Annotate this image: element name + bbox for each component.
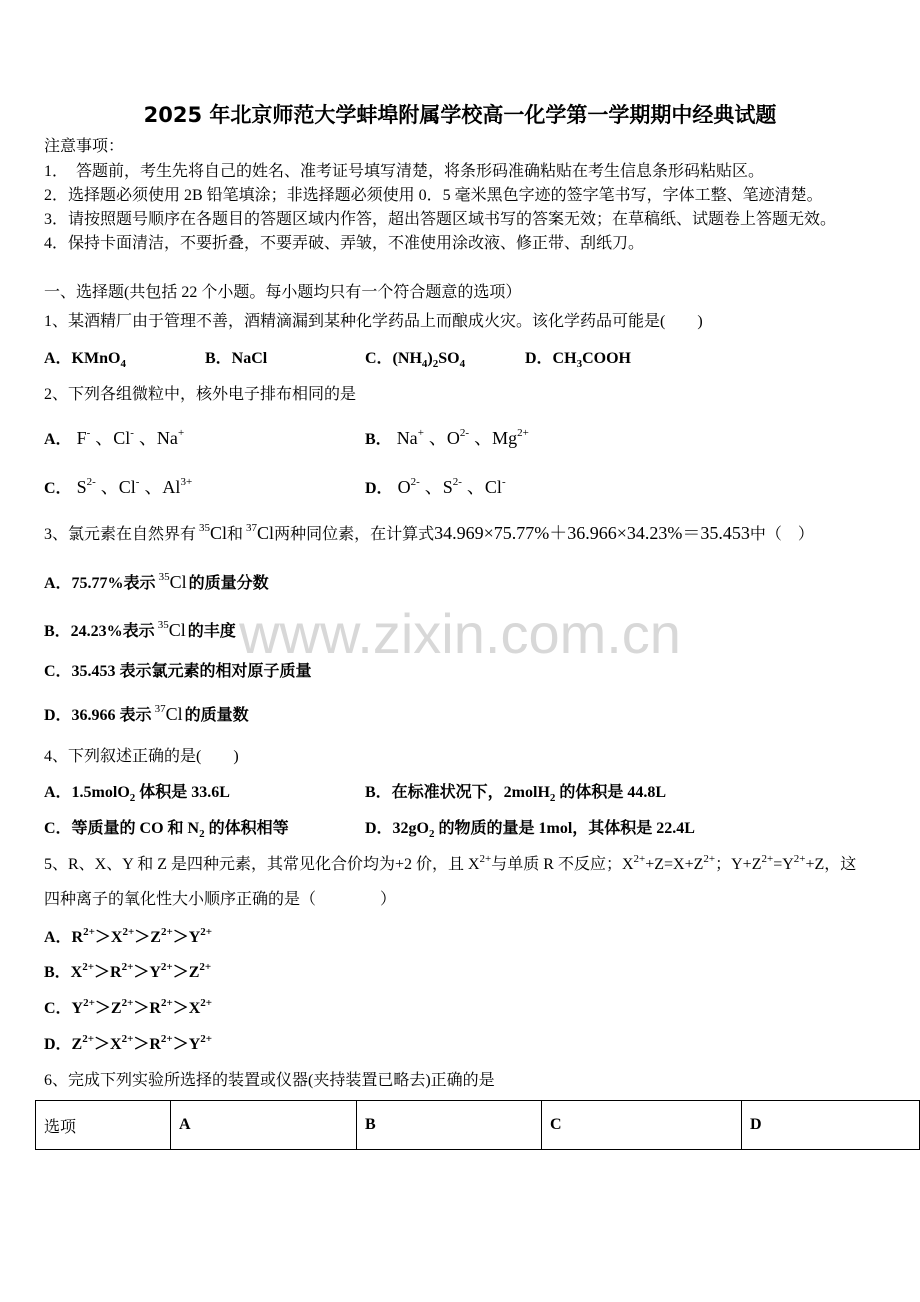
subscript: 2 — [429, 828, 435, 840]
question-3-stem — [44, 523, 814, 546]
question-5-option-a — [44, 928, 212, 949]
option-text: 体积是 33.6L — [135, 784, 230, 801]
superscript: 2- — [459, 427, 470, 439]
superscript: 2+ — [199, 961, 212, 973]
formula: 、Cl — [100, 477, 136, 497]
isotope-symbol: Cl — [169, 572, 187, 592]
superscript: + — [177, 427, 185, 439]
superscript: 2+ — [121, 1033, 134, 1045]
subscript: 4 — [120, 358, 126, 370]
superscript: 2+ — [200, 1033, 213, 1045]
superscript: 2+ — [83, 926, 95, 938]
superscript: 2+ — [121, 961, 134, 973]
option-label: A． — [44, 431, 72, 448]
formula: 、Cl — [95, 428, 131, 448]
mass-number: 35 — [199, 522, 211, 534]
option-text: B．24.23%表示 — [44, 623, 155, 640]
option-text: B．NaCl — [205, 350, 268, 367]
option-text: D．32gO — [365, 820, 430, 837]
question-6-stem: 6、完成下列实验所选择的装置或仪器(夹持装置已略去)正确的是 — [44, 1072, 495, 1089]
question-1-option-a — [44, 349, 126, 370]
question-2-option-b — [365, 428, 529, 451]
stem-text: 两种同位素，在计算式 — [274, 526, 435, 543]
option-text: ＞X — [94, 929, 123, 946]
stem-text: 和 — [227, 526, 244, 543]
question-2-stem: 2、下列各组微粒中，核外电子排布相同的是 — [44, 386, 357, 403]
option-text: A．KMnO — [44, 350, 121, 367]
section-heading: 一、选择题(共包括 22 个小题。每小题均只有一个符合题意的选项） — [44, 284, 522, 301]
option-text: B．在标准状况下，2molH — [365, 784, 550, 801]
question-5-option-d — [44, 1035, 212, 1056]
superscript: 2+ — [793, 853, 806, 865]
superscript: 2+ — [160, 926, 173, 938]
option-text: ＞Y — [172, 929, 201, 946]
superscript: 2+ — [633, 853, 646, 865]
question-1-option-c — [365, 349, 465, 370]
option-text: ＞Y — [172, 1036, 201, 1053]
option-text: A．1.5molO — [44, 784, 130, 801]
option-text: ＞R — [133, 1036, 161, 1053]
subscript: 4 — [421, 358, 428, 370]
option-text: SO — [438, 350, 460, 367]
option-label: B． — [365, 431, 392, 448]
table-cell-b: B — [357, 1101, 542, 1150]
table-cell-d: D — [742, 1101, 920, 1150]
option-text: C．等质量的 CO 和 N — [44, 820, 200, 837]
option-text: ＞X — [172, 1000, 201, 1017]
option-text: 的体积相等 — [204, 820, 289, 837]
isotope-symbol: Cl — [165, 704, 183, 724]
mass-number: 35 — [157, 619, 169, 631]
isotope-symbol: Cl — [168, 620, 186, 640]
option-text: ＞R — [94, 964, 122, 981]
isotope-symbol: Cl — [257, 523, 275, 543]
superscript: - — [130, 427, 134, 439]
stem-text: ；Y+Z — [715, 856, 762, 873]
superscript: - — [135, 476, 140, 488]
question-5-stem-line-1 — [44, 855, 856, 876]
question-4-option-b — [365, 783, 666, 804]
question-1-option-d — [525, 349, 631, 370]
option-text: COOH — [582, 350, 631, 367]
superscript: 2- — [452, 476, 462, 488]
mass-number: 35 — [158, 571, 170, 583]
option-label: D． — [365, 480, 393, 497]
superscript: 2+ — [479, 853, 492, 865]
superscript: 2+ — [122, 926, 135, 938]
question-2-option-c — [44, 477, 192, 500]
notice-item-1: 1． 答题前，考生先将自己的姓名、准考证号填写清楚，将条形码准确粘贴在考生信息条形码粘贴区。 — [44, 163, 765, 180]
subscript: 2 — [199, 828, 205, 840]
table-header-row — [36, 1101, 920, 1150]
question-5-stem-line-2: 四种离子的氧化性大小顺序正确的是（ ） — [44, 891, 397, 908]
option-text: C．Y — [44, 1000, 84, 1017]
question-4-option-a — [44, 783, 230, 804]
question-3-option-d — [44, 704, 249, 727]
formula: F — [76, 428, 87, 448]
formula: S — [76, 477, 87, 497]
question-5-option-b — [44, 963, 211, 984]
formula: 34.969×75.77%＋36.966×34.23%＝35.453 — [434, 523, 750, 543]
question-2-option-a — [44, 428, 184, 451]
formula: Na — [396, 428, 418, 448]
question-2-option-d — [365, 477, 506, 500]
question-3-option-c — [44, 662, 312, 682]
superscript: - — [86, 427, 91, 439]
option-text: B．X — [44, 964, 83, 981]
superscript: 2- — [410, 476, 420, 488]
page-title: 2025 年北京师范大学蚌埠附属学校高一化学第一学期期中经典试题 — [143, 103, 777, 127]
table-cell-c: C — [542, 1101, 742, 1150]
options-table — [35, 1100, 920, 1150]
table-cell-a: A — [171, 1101, 357, 1150]
question-5-option-c — [44, 999, 212, 1020]
option-text: D．36.966 表示 — [44, 707, 152, 724]
option-text: C．35.453 表示氯元素的相对原子质量 — [44, 663, 312, 680]
notice-heading: 注意事项： — [44, 138, 125, 155]
stem-text: 中（ ） — [749, 526, 814, 543]
superscript: 2+ — [82, 1033, 95, 1045]
subscript: 4 — [459, 358, 466, 370]
option-text: 的质量分数 — [188, 575, 269, 592]
notice-item-4: 4．保持卡面清洁，不要折叠，不要弄破、弄皱，不准使用涂改液、修正带、刮纸刀。 — [44, 235, 645, 252]
watermark: www.zixin.com.cn — [239, 602, 681, 665]
mass-number: 37 — [246, 522, 258, 534]
superscript: 2+ — [160, 1033, 173, 1045]
notice-item-3: 3．请按照题号顺序在各题目的答题区域内作答，超出答题区域书写的答案无效；在草稿纸、试题卷上答题无效。 — [44, 211, 837, 228]
superscript: 2+ — [83, 997, 95, 1009]
question-1-stem: 1、某酒精厂由于管理不善，酒精滴漏到某种化学药品上而酿成火灾。该化学药品可能是( ) — [44, 313, 703, 330]
formula: 、Na — [138, 428, 178, 448]
formula: 、Al — [144, 477, 181, 497]
option-text: ＞X — [94, 1036, 122, 1053]
question-3-option-a — [44, 572, 269, 595]
option-text: A．75.77%表示 — [44, 575, 156, 592]
stem-text: +Z=X+Z — [645, 856, 704, 873]
question-1-option-b — [205, 349, 267, 369]
option-text: ＞Z — [172, 964, 200, 981]
option-text: ＞Z — [94, 1000, 122, 1017]
option-text: 的物质的量是 1mol，其体积是 22.4L — [434, 820, 695, 837]
stem-text: 与单质 R 不反应；X — [491, 856, 634, 873]
stem-text: 3、氯元素在自然界有 — [44, 526, 197, 543]
stem-text: =Y — [773, 856, 794, 873]
subscript: 2 — [129, 792, 136, 804]
option-label: C． — [44, 480, 72, 497]
stem-text: 5、R、X、Y 和 Z 是四种元素，其常见化合价均为+2 价，且 X — [44, 856, 480, 873]
superscript: 3+ — [180, 476, 193, 488]
superscript: 2+ — [160, 961, 173, 973]
superscript: 2+ — [82, 961, 95, 973]
notice-item-2: 2．选择题必须使用 2B 铅笔填涂；非选择题必须使用 0．5 毫米黑色字迹的签字笔书写，字体工整、笔迹清楚。 — [44, 187, 823, 204]
subscript: 2 — [549, 792, 556, 804]
formula: 、Mg — [474, 428, 518, 448]
option-text: ) — [427, 350, 433, 367]
option-text: 的体积是 44.8L — [555, 784, 667, 801]
option-text: C．(NH — [365, 350, 422, 367]
superscript: + — [417, 427, 424, 439]
option-text: 的丰度 — [187, 623, 236, 640]
option-text: D．CH — [525, 350, 577, 367]
superscript: 2+ — [121, 997, 134, 1009]
question-4-stem: 4、下列叙述正确的是( ) — [44, 748, 239, 765]
table-cell-option-header: 选项 — [36, 1101, 171, 1150]
question-3-option-b — [44, 620, 236, 643]
option-text: ＞Y — [133, 964, 161, 981]
subscript: 3 — [576, 358, 583, 370]
superscript: 2+ — [160, 997, 173, 1009]
subscript: 2 — [432, 358, 439, 370]
superscript: 2+ — [703, 853, 716, 865]
stem-text: +Z，这 — [805, 856, 857, 873]
option-text: ＞R — [133, 1000, 161, 1017]
mass-number: 37 — [154, 703, 166, 715]
formula: 、O — [428, 428, 460, 448]
superscript: 2+ — [200, 926, 213, 938]
superscript: 2+ — [517, 427, 529, 439]
option-text: D．Z — [44, 1036, 83, 1053]
formula: 、S — [424, 477, 453, 497]
option-text: ＞Z — [134, 929, 161, 946]
question-4-option-d — [365, 819, 695, 840]
formula: 、Cl — [466, 477, 502, 497]
superscript: 2- — [86, 476, 96, 488]
superscript: - — [501, 476, 506, 488]
option-text: 的质量数 — [184, 707, 249, 724]
option-text: A．R — [44, 929, 84, 946]
superscript: 2+ — [200, 997, 213, 1009]
formula: O — [397, 477, 411, 497]
question-4-option-c — [44, 819, 289, 840]
isotope-symbol: Cl — [210, 523, 228, 543]
superscript: 2+ — [761, 853, 774, 865]
